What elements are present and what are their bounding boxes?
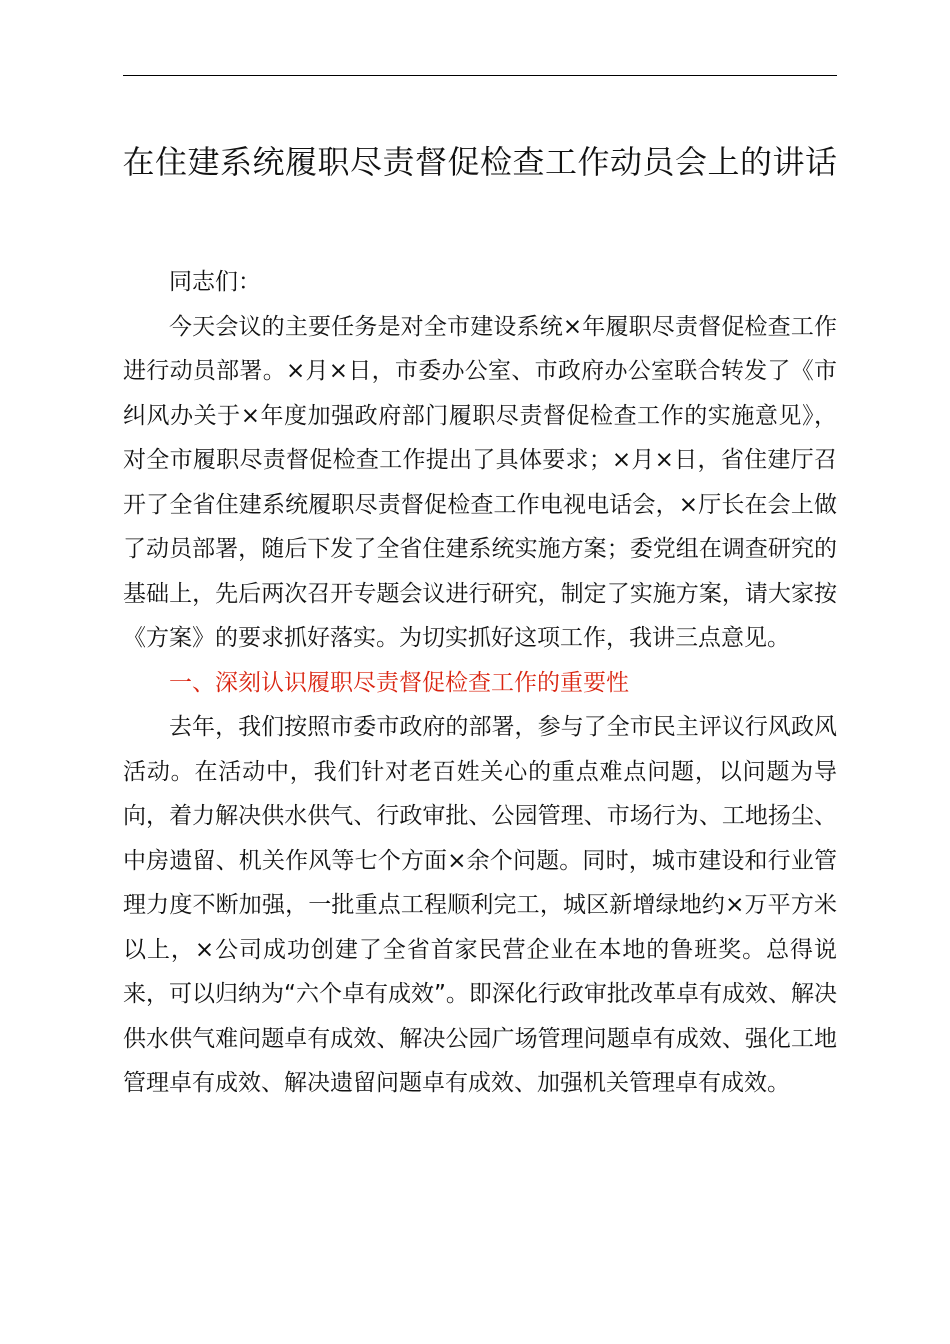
document-body — [123, 260, 837, 1106]
paragraph-intro: 今天会议的主要任务是对全市建设系统×年履职尽责督促检查工作进行动员部署。×月×日，市委办公室、市政府办公室联合转发了《市纠风办关于×年度加强政府部门履职尽责督促检查工作的实施意见》，对全市履职尽责督促检查工作提出了具体要求；×月×日，省住建厅召开了全省住建系统履职尽责督促检查工作电视电话会，×厅长在会上做了动员部署，随后下发了全省住建系统实施方案；委党组在调查研究的基础上，先后两次召开专题会议进行研究，制定了实施方案，请大家按《方案》的要求抓好落实。为切实抓好这项工作，我讲三点意见。 — [123, 313, 837, 651]
salutation: 同志们： — [169, 269, 261, 295]
document-title: 在住建系统履职尽责督促检查工作动员会上的讲话 — [122, 143, 838, 181]
paragraph-achievements: 去年，我们按照市委市政府的部署，参与了全市民主评议行风政风活动。在活动中，我们针对老百姓关心的重点难点问题，以问题为导向，着力解决供水供气、行政审批、公园管理、市场行为、工地扬尘、中房遗留、机关作风等七个方面×余个问题。同时，城市建设和行业管理力度不断加强，一批重点工程顺利完工，城区新增绿地约×万平方米以上，×公司成功创建了全省首家民营企业在本地的鲁班奖。总得说来，可以归纳为“六个卓有成效”。即深化行政审批改革卓有成效、解决供水供气难问题卓有成效、解决公园广场管理问题卓有成效、强化工地管理卓有成效、解决遗留问题卓有成效、加强机关管理卓有成效。 — [123, 714, 837, 1096]
section-heading-1: 一、深刻认识履职尽责督促检查工作的重要性 — [169, 669, 629, 696]
header-rule — [123, 75, 837, 76]
